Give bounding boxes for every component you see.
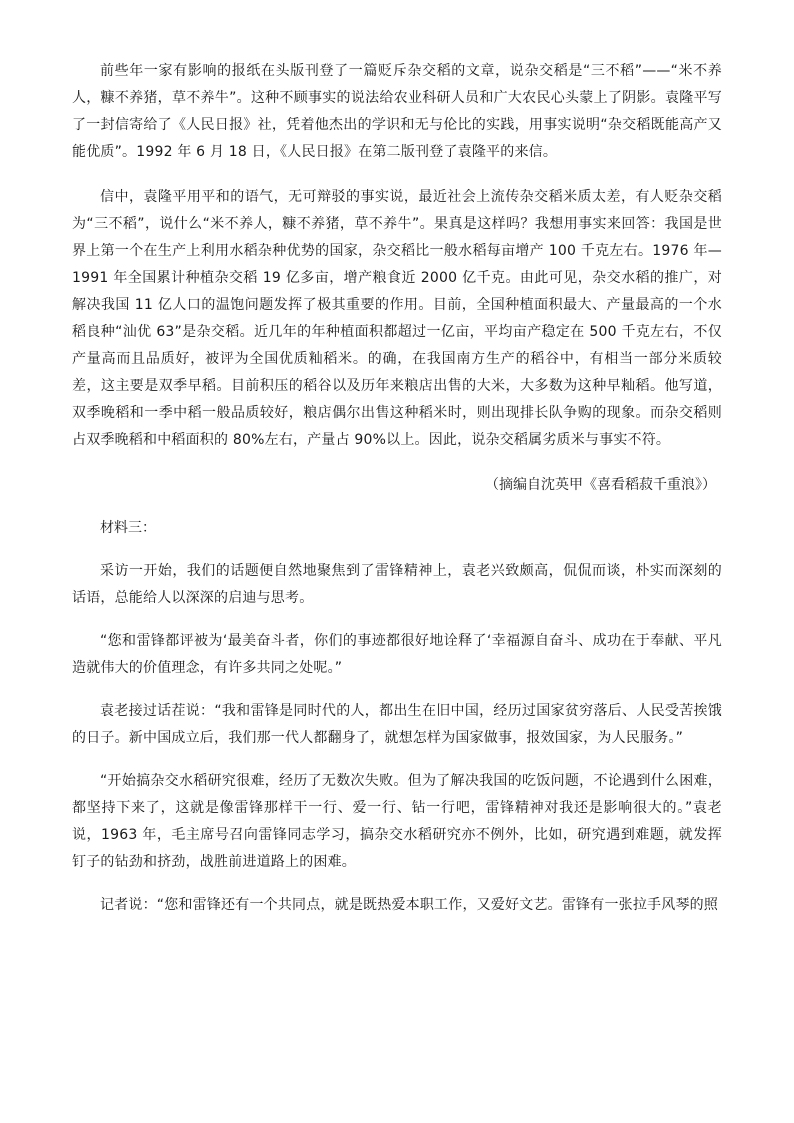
document-page — [72, 58, 722, 935]
paragraph-6: “开始搞杂交水稻研究很难，经历了无数次失败。但为了解决我国的吃饭问题，不论遇到什么困难，都坚持下来了，这就是像雷锋那样干一行、爱一行、钻一行吧，雷锋精神对我还是影响很大的。”袁老说，1963 年，毛主席号召向雷锋同志学习，搞杂交水稻研究亦不例外，比如，研究遇到难题，就发挥钉子的钻劲和挤劲，战胜前进道路上的困难。 — [72, 773, 722, 870]
paragraph-5: 袁老接过话茬说：“我和雷锋是同时代的人，都出生在旧中国，经历过国家贫穷落后、人民受苦挨饿的日子。新中国成立后，我们那一代人都翻身了，就想怎样为国家做事，报效国家，为人民服务。” — [72, 703, 722, 746]
paragraph-2: 信中，袁隆平用平和的语气，无可辩驳的事实说，最近社会上流传杂交稻米质太差，有人贬杂交稻为“三不稻”，说什么“米不养人，糠不养猪，草不养牛”。果真是这样吗？我想用事实来回答：我国是世界上第一个在生产上利用水稻杂种优势的国家，杂交稻比一般水稻每亩增产 100 千克左右。1976 年—1991 年全国累计种植杂交稻 19 亿多亩，增产粮食近 2000 亿千克。由此可见，杂交水稻的推广，对解决我国 11 亿人口的温饱问题发挥了极其重要的作用。目前，全国种植面积最大、产量最高的一个水稻良种“汕优 63”是杂交稻。近几年的年种植面积都超过一亿亩，平均亩产稳定在 500 千克左右，不仅产量高而且品质好，被评为全国优质籼稻米。的确，在我国南方生产的稻谷中，有相当一部分米质较差，这主要是双季早稻。目前积压的稻谷以及历年来粮店出售的大米，大多数为这种早籼稻。他写道，双季晚稻和一季中稻一般品质较好，粮店偶尔出售这种稻米时，则出现排长队争购的现象。而杂交稻则占双季晚稻和中稻面积的 80%左右，产量占 90%以上。因此，说杂交稻属劣质米与事实不符。 — [72, 189, 722, 448]
source-citation: （摘编自沈英甲《喜看稻菽千重浪》） — [485, 477, 716, 493]
paragraph-1: 前些年一家有影响的报纸在头版刊登了一篇贬斥杂交稻的文章，说杂交稻是“三不稻”——“米不养人，糠不养猪，草不养牛”。这种不顾事实的说法给农业科研人员和广大农民心头蒙上了阴影。袁隆平写了一封信寄给了《人民日报》社，凭着他杰出的学识和无与伦比的实践，用事实说明“杂交稻既能高产又能优质”。1992 年 6 月 18 日，《人民日报》在第二版刊登了袁隆平的来信。 — [72, 63, 722, 160]
section-heading-material-3: 材料三： — [100, 520, 156, 536]
paragraph-3: 采访一开始，我们的话题便自然地聚焦到了雷锋精神上，袁老兴致颇高，侃侃而谈，朴实而深刻的话语，总能给人以深深的启迪与思考。 — [72, 563, 722, 606]
paragraph-7: 记者说：“您和雷锋还有一个共同点，就是既热爱本职工作，又爱好文艺。雷锋有一张拉手风琴的照 — [100, 897, 719, 913]
paragraph-4: “您和雷锋都评被为‘最美奋斗者，你们的事迹都很好地诠释了‘幸福源自奋斗、成功在于奉献、平凡造就伟大的价值理念，有许多共同之处呢。” — [72, 633, 722, 676]
